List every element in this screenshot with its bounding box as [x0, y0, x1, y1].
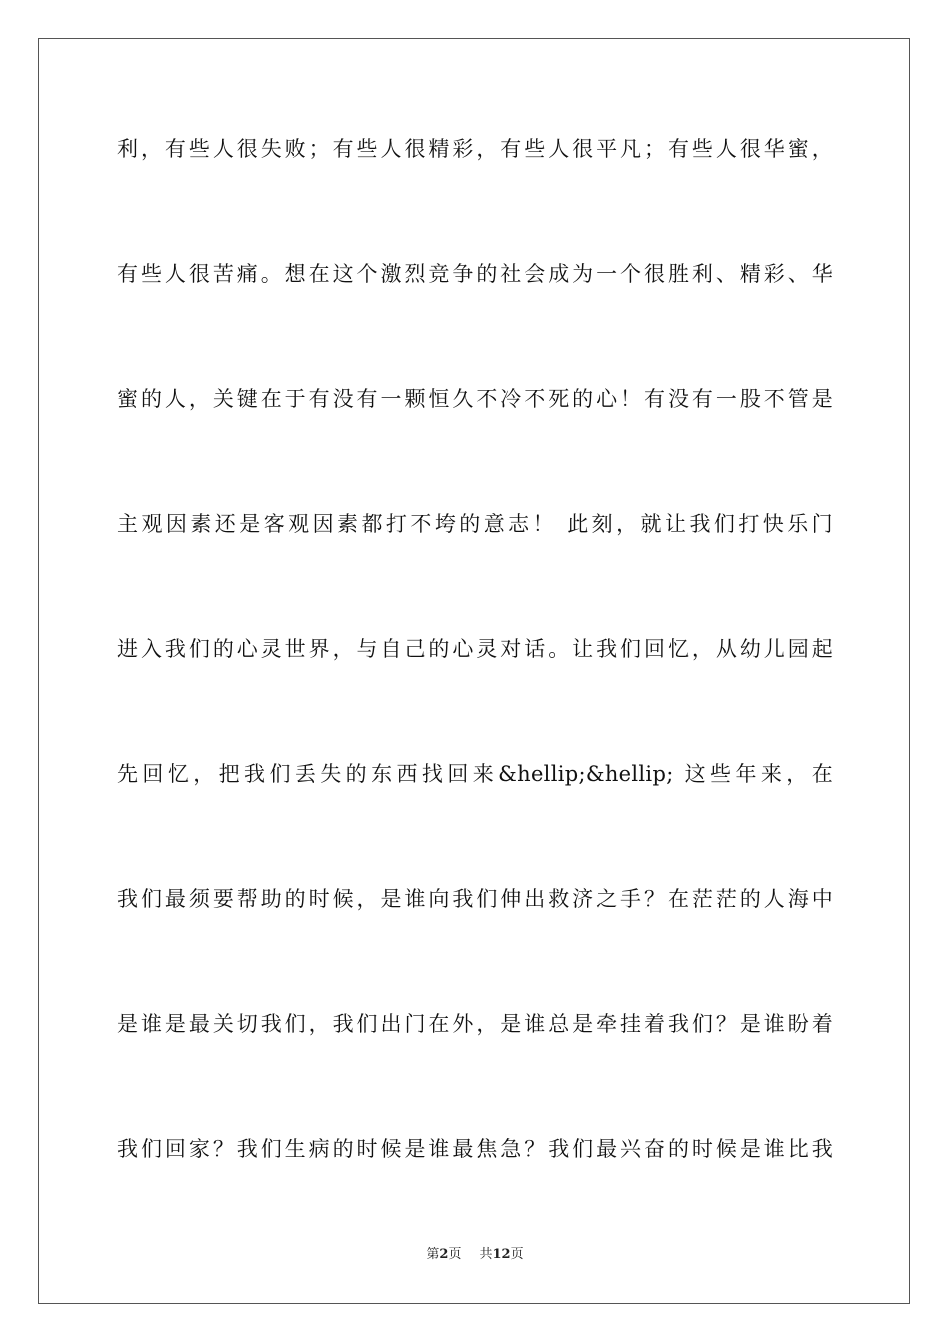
text-line: 蜜的人，关键在于有没有一颗恒久不冷不死的心！有没有一股不管是 — [117, 387, 833, 411]
page-label-prefix: 第 — [426, 1247, 440, 1262]
text-line: 我们回家？我们生病的时候是谁最焦急？我们最兴奋的时候是谁比我 — [117, 1137, 833, 1161]
text-line: 是谁是最关切我们，我们出门在外，是谁总是牵挂着我们？是谁盼着 — [117, 1012, 833, 1036]
total-pages: 12 — [492, 1247, 511, 1262]
text-line: 我们最须要帮助的时候，是谁向我们伸出救济之手？在茫茫的人海中 — [117, 887, 833, 911]
text-line: 进入我们的心灵世界，与自己的心灵对话。让我们回忆，从幼儿园起 — [117, 637, 833, 661]
page-footer — [0, 1246, 950, 1264]
page-label-suffix: 页 — [448, 1247, 462, 1262]
total-label-suffix: 页 — [510, 1247, 524, 1262]
page-border — [38, 38, 910, 1304]
page-number: 2 — [439, 1247, 449, 1262]
total-label-prefix: 共 — [479, 1247, 493, 1262]
text-line: 先回忆，把我们丢失的东西找回来&hellip;&hellip; 这些年来，在 — [117, 762, 833, 786]
text-line: 有些人很苦痛。想在这个激烈竞争的社会成为一个很胜利、精彩、华 — [117, 262, 833, 286]
text-line: 利，有些人很失败；有些人很精彩，有些人很平凡；有些人很华蜜， — [117, 137, 833, 161]
text-line: 主观因素还是客观因素都打不垮的意志！ 此刻，就让我们打快乐门 — [117, 512, 833, 536]
